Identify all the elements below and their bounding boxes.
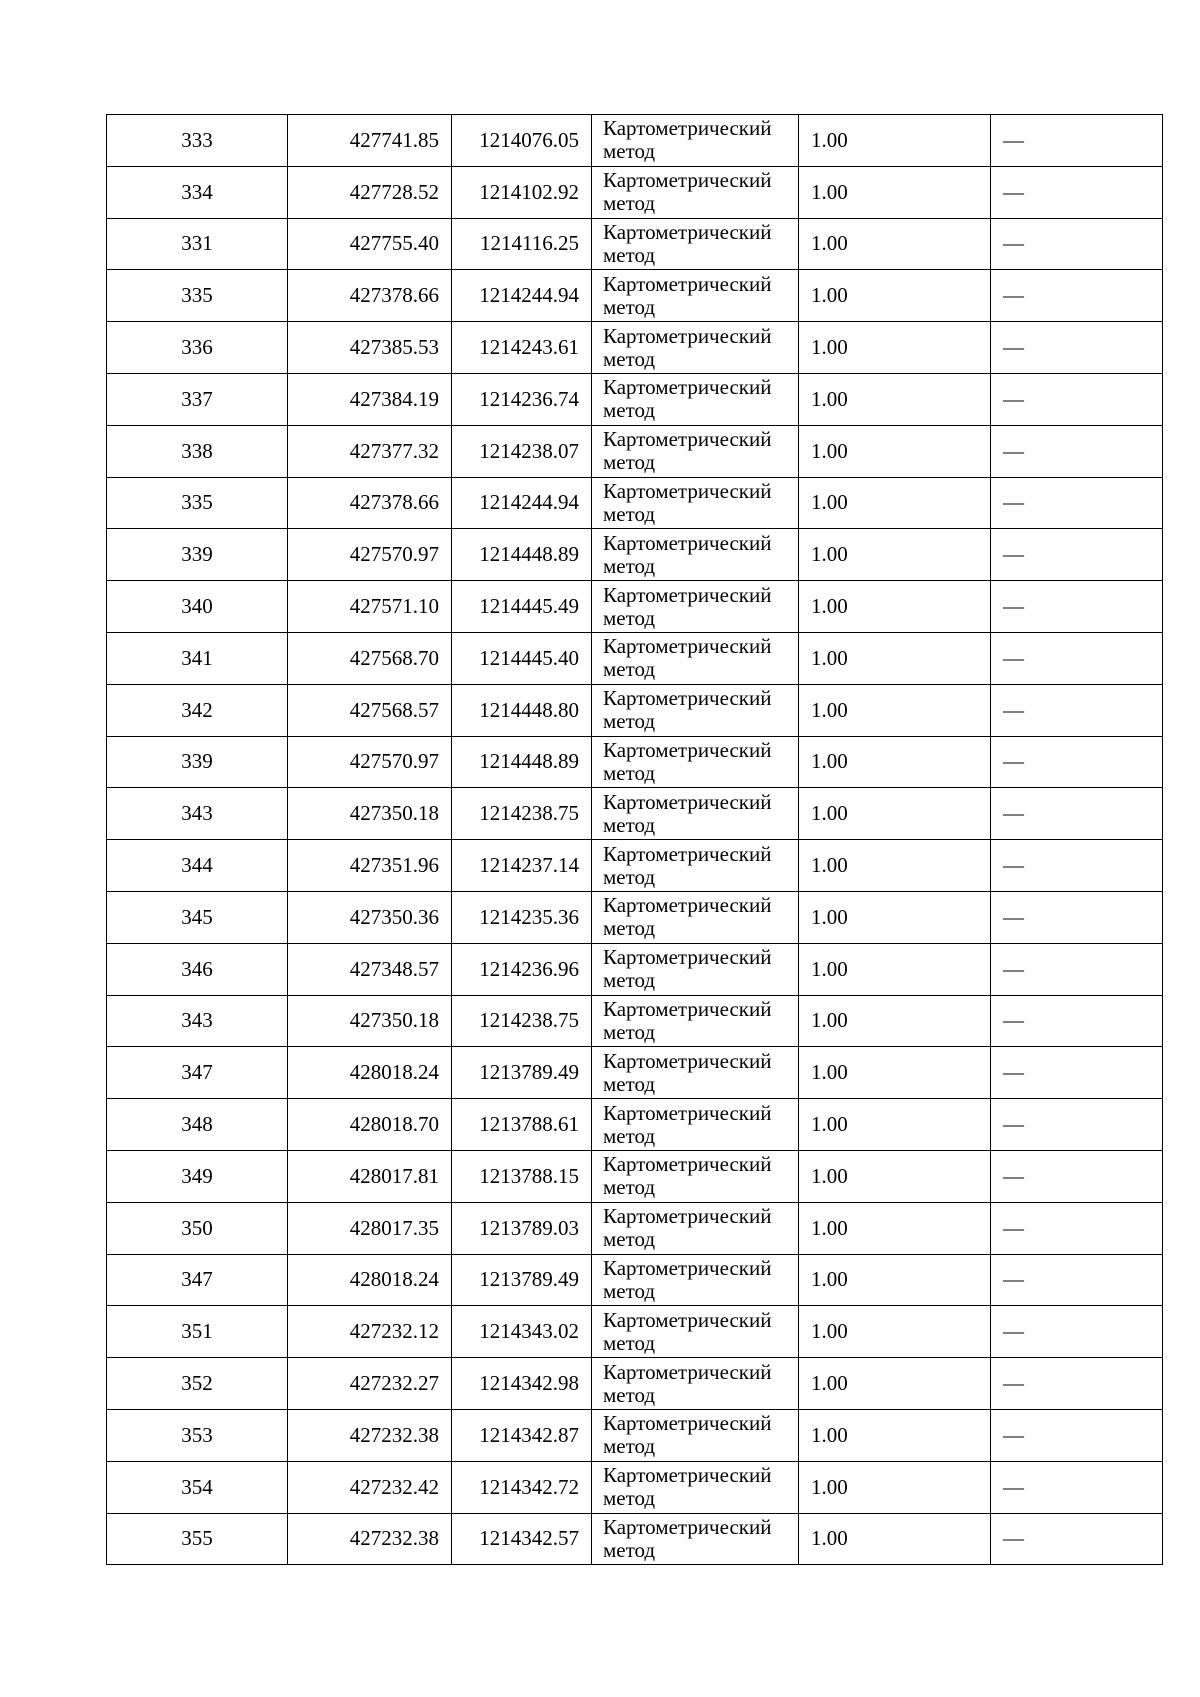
point-number-cell: 345 xyxy=(107,891,288,943)
x-coordinate-cell: 427568.70 xyxy=(288,632,452,684)
table-row xyxy=(107,1254,1163,1306)
method-cell xyxy=(592,891,799,943)
description-cell: — xyxy=(991,581,1163,633)
description-cell: — xyxy=(991,1358,1163,1410)
accuracy-cell: 1.00 xyxy=(799,1409,991,1461)
method-cell xyxy=(592,1409,799,1461)
point-number-cell: 351 xyxy=(107,1306,288,1358)
table-row xyxy=(107,166,1163,218)
accuracy-cell: 1.00 xyxy=(799,581,991,633)
accuracy-cell: 1.00 xyxy=(799,995,991,1047)
table-row xyxy=(107,1358,1163,1410)
method-cell xyxy=(592,1150,799,1202)
method-cell xyxy=(592,788,799,840)
y-coordinate-cell: 1214448.89 xyxy=(452,736,592,788)
y-coordinate-cell: 1214343.02 xyxy=(452,1306,592,1358)
y-coordinate-cell: 1214236.74 xyxy=(452,373,592,425)
point-number-cell: 336 xyxy=(107,322,288,374)
point-number-cell: 339 xyxy=(107,529,288,581)
method-cell xyxy=(592,736,799,788)
method-line-1: Картометрический xyxy=(603,1514,772,1539)
y-coordinate-cell: 1214448.89 xyxy=(452,529,592,581)
accuracy-cell: 1.00 xyxy=(799,529,991,581)
accuracy-cell: 1.00 xyxy=(799,1513,991,1565)
method-line-2: метод xyxy=(603,450,656,475)
point-number-cell: 353 xyxy=(107,1409,288,1461)
y-coordinate-cell: 1214116.25 xyxy=(452,218,592,270)
method-line-1: Картометрический xyxy=(603,168,772,193)
point-number-cell: 342 xyxy=(107,684,288,736)
table-row xyxy=(107,1461,1163,1513)
table-row xyxy=(107,1306,1163,1358)
x-coordinate-cell: 427384.19 xyxy=(288,373,452,425)
method-line-1: Картометрический xyxy=(603,1048,772,1073)
table-row xyxy=(107,995,1163,1047)
method-cell xyxy=(592,1306,799,1358)
point-number-cell: 340 xyxy=(107,581,288,633)
accuracy-cell: 1.00 xyxy=(799,1254,991,1306)
method-cell xyxy=(592,1513,799,1565)
description-cell: — xyxy=(991,115,1163,167)
point-number-cell: 343 xyxy=(107,788,288,840)
y-coordinate-cell: 1213788.61 xyxy=(452,1099,592,1151)
y-coordinate-cell: 1214236.96 xyxy=(452,943,592,995)
description-cell: — xyxy=(991,1047,1163,1099)
method-line-2: метод xyxy=(603,398,656,423)
point-number-cell: 349 xyxy=(107,1150,288,1202)
table-row xyxy=(107,1409,1163,1461)
x-coordinate-cell: 427741.85 xyxy=(288,115,452,167)
accuracy-cell: 1.00 xyxy=(799,891,991,943)
x-coordinate-cell: 427350.18 xyxy=(288,995,452,1047)
method-line-1: Картометрический xyxy=(603,634,772,659)
description-cell: — xyxy=(991,373,1163,425)
point-number-cell: 335 xyxy=(107,477,288,529)
point-number-cell: 343 xyxy=(107,995,288,1047)
description-cell: — xyxy=(991,632,1163,684)
table-row xyxy=(107,1202,1163,1254)
point-number-cell: 333 xyxy=(107,115,288,167)
table-row xyxy=(107,840,1163,892)
y-coordinate-cell: 1214445.40 xyxy=(452,632,592,684)
table-row xyxy=(107,115,1163,167)
x-coordinate-cell: 427570.97 xyxy=(288,529,452,581)
method-line-2: метод xyxy=(603,812,656,837)
y-coordinate-cell: 1214342.87 xyxy=(452,1409,592,1461)
description-cell: — xyxy=(991,1513,1163,1565)
method-cell xyxy=(592,270,799,322)
method-cell xyxy=(592,1047,799,1099)
method-cell xyxy=(592,1461,799,1513)
description-cell: — xyxy=(991,1254,1163,1306)
table-row xyxy=(107,1099,1163,1151)
method-cell xyxy=(592,115,799,167)
point-number-cell: 334 xyxy=(107,166,288,218)
y-coordinate-cell: 1214445.49 xyxy=(452,581,592,633)
y-coordinate-cell: 1214244.94 xyxy=(452,270,592,322)
method-line-1: Картометрический xyxy=(603,323,772,348)
y-coordinate-cell: 1214238.75 xyxy=(452,995,592,1047)
table-row xyxy=(107,425,1163,477)
table-row xyxy=(107,1047,1163,1099)
method-line-1: Картометрический xyxy=(603,1152,772,1177)
y-coordinate-cell: 1213789.49 xyxy=(452,1047,592,1099)
description-cell: — xyxy=(991,529,1163,581)
table-row xyxy=(107,270,1163,322)
description-cell: — xyxy=(991,1150,1163,1202)
y-coordinate-cell: 1214448.80 xyxy=(452,684,592,736)
method-line-1: Картометрический xyxy=(603,686,772,711)
x-coordinate-cell: 427571.10 xyxy=(288,581,452,633)
y-coordinate-cell: 1213789.49 xyxy=(452,1254,592,1306)
x-coordinate-cell: 427232.12 xyxy=(288,1306,452,1358)
point-number-cell: 341 xyxy=(107,632,288,684)
y-coordinate-cell: 1214342.98 xyxy=(452,1358,592,1410)
accuracy-cell: 1.00 xyxy=(799,1150,991,1202)
method-line-1: Картометрический xyxy=(603,582,772,607)
method-cell xyxy=(592,840,799,892)
accuracy-cell: 1.00 xyxy=(799,1099,991,1151)
y-coordinate-cell: 1214243.61 xyxy=(452,322,592,374)
x-coordinate-cell: 427755.40 xyxy=(288,218,452,270)
accuracy-cell: 1.00 xyxy=(799,788,991,840)
table-row xyxy=(107,322,1163,374)
accuracy-cell: 1.00 xyxy=(799,736,991,788)
description-cell: — xyxy=(991,1099,1163,1151)
accuracy-cell: 1.00 xyxy=(799,840,991,892)
x-coordinate-cell: 427350.36 xyxy=(288,891,452,943)
description-cell: — xyxy=(991,1409,1163,1461)
table-row xyxy=(107,373,1163,425)
point-number-cell: 346 xyxy=(107,943,288,995)
point-number-cell: 339 xyxy=(107,736,288,788)
coordinates-table xyxy=(106,114,1163,1565)
point-number-cell: 331 xyxy=(107,218,288,270)
method-line-1: Картометрический xyxy=(603,219,772,244)
accuracy-cell: 1.00 xyxy=(799,1047,991,1099)
method-line-2: метод xyxy=(603,1123,656,1148)
table-row xyxy=(107,581,1163,633)
method-cell xyxy=(592,1358,799,1410)
y-coordinate-cell: 1213789.03 xyxy=(452,1202,592,1254)
method-line-2: метод xyxy=(603,968,656,993)
accuracy-cell: 1.00 xyxy=(799,425,991,477)
x-coordinate-cell: 427385.53 xyxy=(288,322,452,374)
table-row xyxy=(107,943,1163,995)
method-line-2: метод xyxy=(603,1227,656,1252)
table-row xyxy=(107,1150,1163,1202)
y-coordinate-cell: 1213788.15 xyxy=(452,1150,592,1202)
description-cell: — xyxy=(991,322,1163,374)
method-line-2: метод xyxy=(603,1175,656,1200)
y-coordinate-cell: 1214342.72 xyxy=(452,1461,592,1513)
table-row xyxy=(107,218,1163,270)
method-cell xyxy=(592,632,799,684)
method-cell xyxy=(592,529,799,581)
method-line-2: метод xyxy=(603,1071,656,1096)
accuracy-cell: 1.00 xyxy=(799,218,991,270)
method-line-2: метод xyxy=(603,242,656,267)
point-number-cell: 350 xyxy=(107,1202,288,1254)
description-cell: — xyxy=(991,166,1163,218)
method-line-2: метод xyxy=(603,864,656,889)
y-coordinate-cell: 1214238.75 xyxy=(452,788,592,840)
method-cell xyxy=(592,218,799,270)
x-coordinate-cell: 427232.27 xyxy=(288,1358,452,1410)
point-number-cell: 347 xyxy=(107,1254,288,1306)
description-cell: — xyxy=(991,270,1163,322)
description-cell: — xyxy=(991,1202,1163,1254)
description-cell: — xyxy=(991,995,1163,1047)
method-line-2: метод xyxy=(603,553,656,578)
table-row xyxy=(107,632,1163,684)
method-cell xyxy=(592,425,799,477)
x-coordinate-cell: 428017.81 xyxy=(288,1150,452,1202)
method-line-2: метод xyxy=(603,1434,656,1459)
point-number-cell: 354 xyxy=(107,1461,288,1513)
x-coordinate-cell: 427570.97 xyxy=(288,736,452,788)
method-line-2: метод xyxy=(603,501,656,526)
x-coordinate-cell: 428018.24 xyxy=(288,1254,452,1306)
method-line-1: Картометрический xyxy=(603,427,772,452)
method-line-2: метод xyxy=(603,191,656,216)
method-line-2: метод xyxy=(603,709,656,734)
point-number-cell: 337 xyxy=(107,373,288,425)
method-line-1: Картометрический xyxy=(603,1100,772,1125)
method-line-1: Картометрический xyxy=(603,996,772,1021)
y-coordinate-cell: 1214102.92 xyxy=(452,166,592,218)
accuracy-cell: 1.00 xyxy=(799,373,991,425)
description-cell: — xyxy=(991,1461,1163,1513)
method-line-1: Картометрический xyxy=(603,1463,772,1488)
method-cell xyxy=(592,322,799,374)
method-line-1: Картометрический xyxy=(603,737,772,762)
method-line-2: метод xyxy=(603,346,656,371)
accuracy-cell: 1.00 xyxy=(799,270,991,322)
y-coordinate-cell: 1214342.57 xyxy=(452,1513,592,1565)
accuracy-cell: 1.00 xyxy=(799,115,991,167)
method-line-2: метод xyxy=(603,1278,656,1303)
method-cell xyxy=(592,581,799,633)
y-coordinate-cell: 1214237.14 xyxy=(452,840,592,892)
accuracy-cell: 1.00 xyxy=(799,477,991,529)
method-cell xyxy=(592,477,799,529)
x-coordinate-cell: 427350.18 xyxy=(288,788,452,840)
method-line-1: Картометрический xyxy=(603,841,772,866)
x-coordinate-cell: 428018.70 xyxy=(288,1099,452,1151)
method-line-2: метод xyxy=(603,1486,656,1511)
table-row xyxy=(107,529,1163,581)
point-number-cell: 338 xyxy=(107,425,288,477)
method-line-2: метод xyxy=(603,1382,656,1407)
method-cell xyxy=(592,1254,799,1306)
accuracy-cell: 1.00 xyxy=(799,632,991,684)
method-line-1: Картометрический xyxy=(603,271,772,296)
point-number-cell: 344 xyxy=(107,840,288,892)
method-line-1: Картометрический xyxy=(603,1411,772,1436)
method-cell xyxy=(592,1202,799,1254)
method-line-2: метод xyxy=(603,605,656,630)
table-row xyxy=(107,788,1163,840)
point-number-cell: 352 xyxy=(107,1358,288,1410)
table-row xyxy=(107,736,1163,788)
method-line-1: Картометрический xyxy=(603,789,772,814)
x-coordinate-cell: 427377.32 xyxy=(288,425,452,477)
method-line-2: метод xyxy=(603,294,656,319)
table-row xyxy=(107,891,1163,943)
y-coordinate-cell: 1214076.05 xyxy=(452,115,592,167)
method-line-1: Картометрический xyxy=(603,116,772,141)
method-cell xyxy=(592,373,799,425)
x-coordinate-cell: 427232.38 xyxy=(288,1409,452,1461)
y-coordinate-cell: 1214235.36 xyxy=(452,891,592,943)
method-line-1: Картометрический xyxy=(603,530,772,555)
table-row xyxy=(107,477,1163,529)
description-cell: — xyxy=(991,684,1163,736)
method-cell xyxy=(592,995,799,1047)
method-cell xyxy=(592,1099,799,1151)
accuracy-cell: 1.00 xyxy=(799,1306,991,1358)
x-coordinate-cell: 427568.57 xyxy=(288,684,452,736)
accuracy-cell: 1.00 xyxy=(799,684,991,736)
y-coordinate-cell: 1214244.94 xyxy=(452,477,592,529)
x-coordinate-cell: 427378.66 xyxy=(288,270,452,322)
description-cell: — xyxy=(991,1306,1163,1358)
method-line-1: Картометрический xyxy=(603,478,772,503)
coordinates-table-body xyxy=(107,115,1163,1565)
description-cell: — xyxy=(991,788,1163,840)
method-line-1: Картометрический xyxy=(603,893,772,918)
accuracy-cell: 1.00 xyxy=(799,1461,991,1513)
method-cell xyxy=(592,166,799,218)
method-line-2: метод xyxy=(603,139,656,164)
point-number-cell: 335 xyxy=(107,270,288,322)
description-cell: — xyxy=(991,840,1163,892)
method-line-1: Картометрический xyxy=(603,1255,772,1280)
method-cell xyxy=(592,684,799,736)
description-cell: — xyxy=(991,477,1163,529)
y-coordinate-cell: 1214238.07 xyxy=(452,425,592,477)
accuracy-cell: 1.00 xyxy=(799,1358,991,1410)
description-cell: — xyxy=(991,736,1163,788)
accuracy-cell: 1.00 xyxy=(799,943,991,995)
accuracy-cell: 1.00 xyxy=(799,166,991,218)
method-cell xyxy=(592,943,799,995)
method-line-1: Картометрический xyxy=(603,1359,772,1384)
x-coordinate-cell: 427232.38 xyxy=(288,1513,452,1565)
method-line-2: метод xyxy=(603,657,656,682)
method-line-1: Картометрический xyxy=(603,945,772,970)
method-line-1: Картометрический xyxy=(603,1204,772,1229)
method-line-2: метод xyxy=(603,1019,656,1044)
method-line-2: метод xyxy=(603,760,656,785)
x-coordinate-cell: 428018.24 xyxy=(288,1047,452,1099)
accuracy-cell: 1.00 xyxy=(799,322,991,374)
point-number-cell: 347 xyxy=(107,1047,288,1099)
x-coordinate-cell: 427232.42 xyxy=(288,1461,452,1513)
method-line-2: метод xyxy=(603,916,656,941)
x-coordinate-cell: 427378.66 xyxy=(288,477,452,529)
method-line-1: Картометрический xyxy=(603,375,772,400)
x-coordinate-cell: 427348.57 xyxy=(288,943,452,995)
table-row xyxy=(107,684,1163,736)
x-coordinate-cell: 427351.96 xyxy=(288,840,452,892)
description-cell: — xyxy=(991,943,1163,995)
accuracy-cell: 1.00 xyxy=(799,1202,991,1254)
method-line-1: Картометрический xyxy=(603,1307,772,1332)
description-cell: — xyxy=(991,218,1163,270)
x-coordinate-cell: 428017.35 xyxy=(288,1202,452,1254)
method-line-2: метод xyxy=(603,1537,656,1562)
method-line-2: метод xyxy=(603,1330,656,1355)
point-number-cell: 355 xyxy=(107,1513,288,1565)
table-row xyxy=(107,1513,1163,1565)
description-cell: — xyxy=(991,425,1163,477)
description-cell: — xyxy=(991,891,1163,943)
point-number-cell: 348 xyxy=(107,1099,288,1151)
x-coordinate-cell: 427728.52 xyxy=(288,166,452,218)
